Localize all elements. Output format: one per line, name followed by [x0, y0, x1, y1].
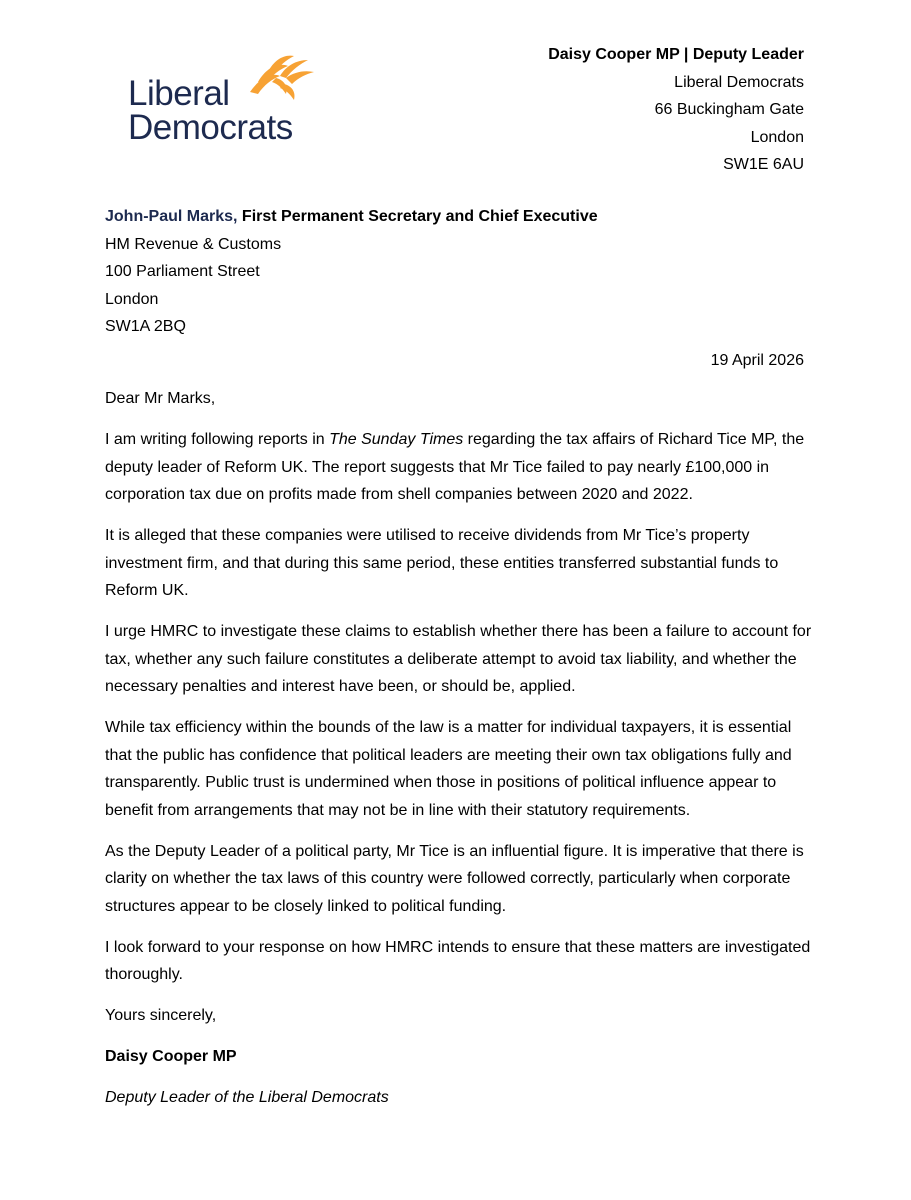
paragraph-4: While tax efficiency within the bounds of the law is a matter for individual taxpayers, it is essential that the public has confidence that political leaders are meeting their own tax obligations fully and transparently. Public trust is undermined when those in positions of political influence appear to benefit from arrangements that may not be in line with their statutory requirements.	[105, 719, 792, 819]
paragraph-6: I look forward to your response on how HMRC intends to ensure that these matters are investigated thoroughly.	[105, 938, 811, 983]
recipient-name-line	[105, 203, 598, 231]
recipient-org: HM Revenue & Customs	[105, 235, 282, 253]
sender-street: 66 Buckingham Gate	[654, 101, 804, 118]
sender-postcode: SW1E 6AU	[723, 156, 804, 173]
sender-name: Daisy Cooper MP | Deputy Leader	[548, 46, 804, 63]
recipient-name: John-Paul Marks,	[105, 208, 238, 225]
recipient-title: First Permanent Secretary and Chief Executive	[237, 208, 598, 225]
paragraph-5: As the Deputy Leader of a political party, Mr Tice is an influential figure. It is imperative that there is clarity on whether the tax laws of this country were followed correctly, particularly when corporate structures appear to be closely linked to political funding.	[105, 842, 804, 915]
logo-line-liberal: Liberal	[128, 74, 230, 113]
sender-address	[548, 41, 804, 179]
recipient-postcode: SW1A 2BQ	[105, 318, 186, 335]
letter-date: 19 April 2026	[710, 352, 804, 369]
recipient-address	[105, 203, 598, 341]
sender-city: London	[750, 128, 804, 146]
publication-title: The Sunday Times	[329, 431, 464, 448]
logo-line-democrats: Democrats	[128, 108, 293, 147]
paragraph-3: I urge HMRC to investigate these claims to establish whether there has been a failure to account for tax, whether any such failure constitutes a deliberate attempt to avoid tax liability, and whether the necessary penalties and interest have been, or should be, applied.	[105, 623, 812, 695]
paragraph-2: It is alleged that these companies were utilised to receive dividends from Mr Tice’s property investment firm, and that during this same period, these entities transferred substantial funds to Reform UK.	[105, 527, 779, 599]
paragraph-1	[105, 426, 820, 509]
closing: Yours sincerely,	[105, 1007, 217, 1024]
letter-body	[105, 385, 820, 1125]
signature-name: Daisy Cooper MP	[105, 1048, 237, 1065]
recipient-street: 100 Parliament Street	[105, 263, 260, 280]
sender-org: Liberal Democrats	[674, 73, 804, 91]
salutation: Dear Mr Marks,	[105, 390, 216, 407]
bird-of-liberty-icon	[246, 52, 316, 104]
signature-role: Deputy Leader of the Liberal Democrats	[105, 1089, 389, 1106]
paragraph-1-intro: I am writing following reports in	[105, 431, 330, 448]
recipient-city: London	[105, 290, 159, 308]
liberal-democrats-logo	[128, 52, 318, 147]
paragraph-1-rest: regarding the tax affairs of Richard Tice MP, the deputy leader of Reform UK. The report suggests that Mr Tice failed to pay nearly £100,000 in corporation tax due on profits made from shell companies between 2020 and 2022.	[105, 431, 805, 503]
